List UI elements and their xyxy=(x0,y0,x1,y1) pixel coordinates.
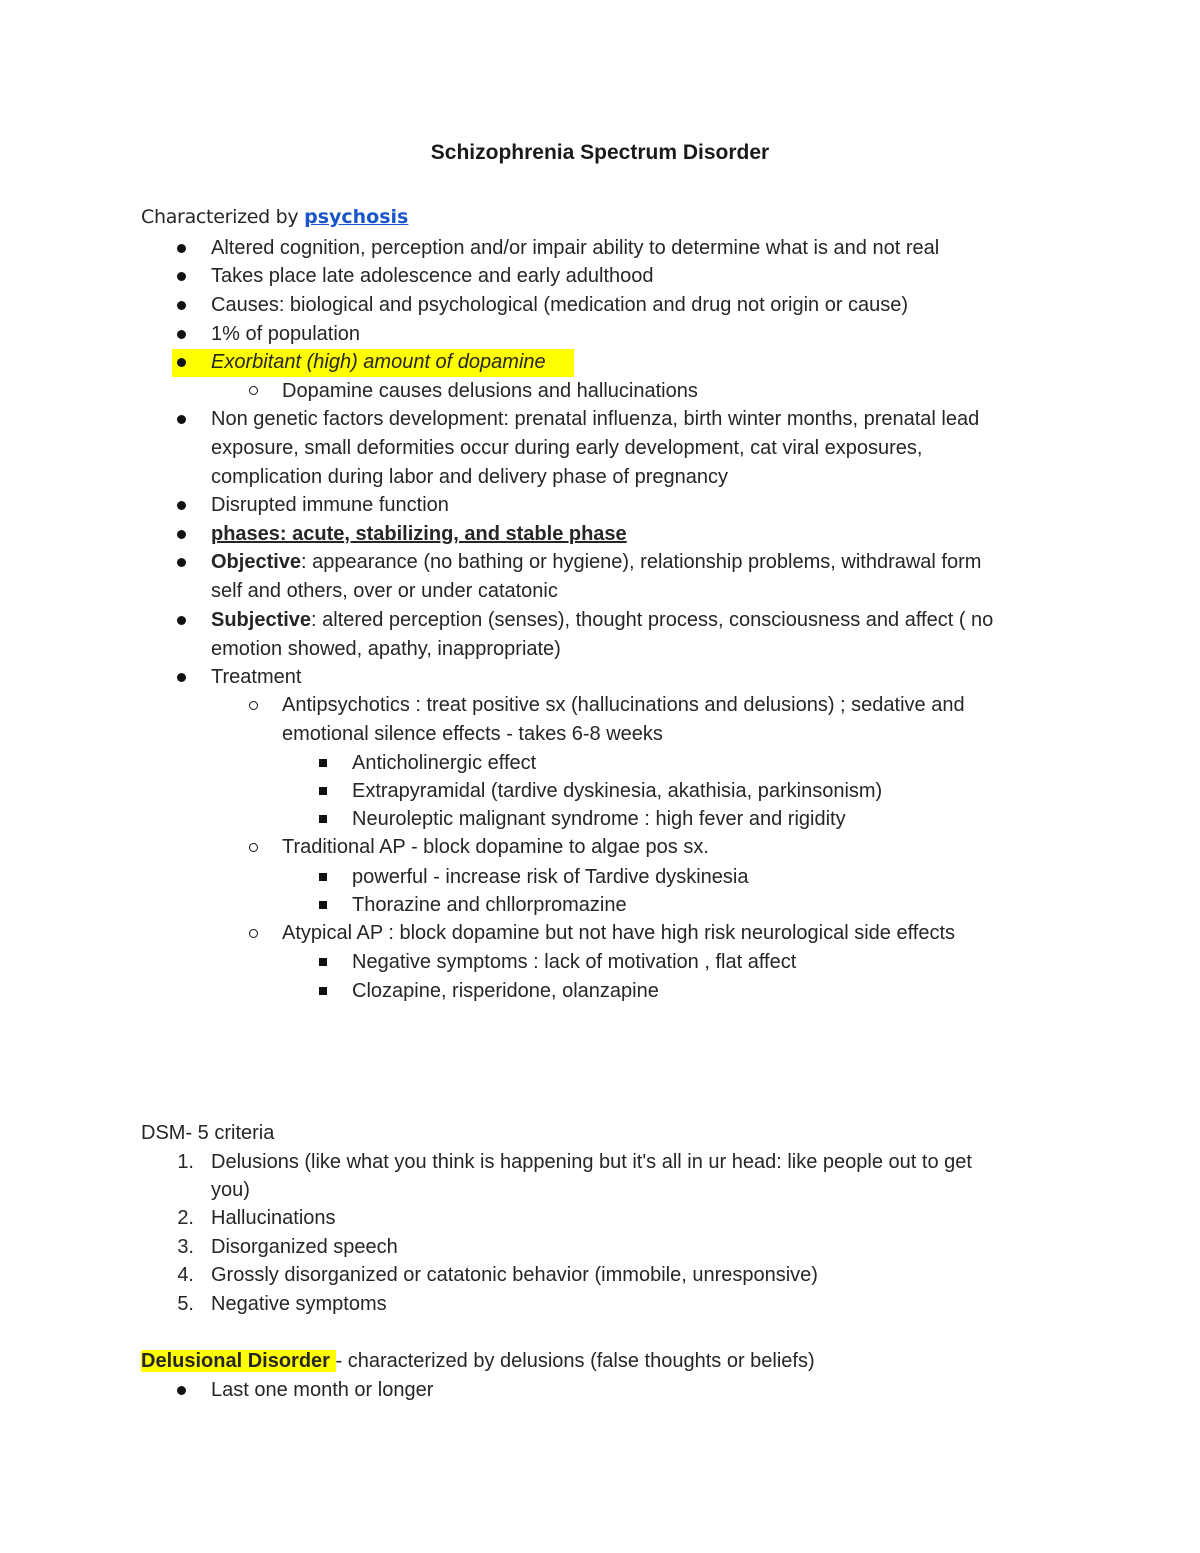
delusional-term: Delusional Disorder xyxy=(141,1350,336,1372)
bullet-icon xyxy=(177,330,186,339)
list-item: Thorazine and chllorpromazine xyxy=(352,894,627,916)
list-item-phases: phases: acute, stabilizing, and stable phase xyxy=(211,523,627,545)
numbered-item: Negative symptoms xyxy=(211,1293,387,1315)
square-bullet-icon xyxy=(319,815,327,823)
list-item: Causes: biological and psychological (medication and drug not origin or cause) xyxy=(211,294,909,316)
list-item: Non genetic factors development: prenatal influenza, birth winter months, prenatal lead xyxy=(211,408,980,430)
bullet-icon xyxy=(177,272,186,281)
numbered-item: Disorganized speech xyxy=(211,1236,398,1258)
square-bullet-icon xyxy=(319,958,327,966)
list-item: Clozapine, risperidone, olanzapine xyxy=(352,980,659,1002)
list-item-objective xyxy=(211,548,981,576)
numbered-item-continued: you) xyxy=(211,1179,250,1201)
list-item: Dopamine causes delusions and hallucinations xyxy=(282,380,698,402)
list-item: powerful - increase risk of Tardive dyskinesia xyxy=(352,866,749,888)
page-title: Schizophrenia Spectrum Disorder xyxy=(430,141,770,164)
bullet-icon xyxy=(177,673,186,682)
bullet-icon xyxy=(177,616,186,625)
intro-prefix: Characterized by xyxy=(141,206,305,228)
subjective-text: : altered perception (senses), thought process, consciousness and affect ( no xyxy=(311,609,994,631)
list-number: 5. xyxy=(177,1293,194,1315)
list-item: Takes place late adolescence and early adulthood xyxy=(211,265,654,287)
square-bullet-icon xyxy=(319,873,327,881)
list-item-continued: emotional silence effects - takes 6-8 weeks xyxy=(282,723,663,745)
list-item: Neuroleptic malignant syndrome : high fever and rigidity xyxy=(352,808,846,830)
bullet-icon xyxy=(177,244,186,253)
bullet-icon xyxy=(177,301,186,310)
list-item: Extrapyramidal (tardive dyskinesia, akathisia, parkinsonism) xyxy=(352,780,883,802)
bullet-icon xyxy=(177,501,186,510)
bullet-icon xyxy=(177,530,186,539)
objective-label: Objective xyxy=(211,551,302,573)
list-item-subjective xyxy=(211,606,993,634)
list-number: 2. xyxy=(177,1207,194,1229)
square-bullet-icon xyxy=(319,987,327,995)
list-item: Negative symptoms : lack of motivation , flat affect xyxy=(352,951,797,973)
circle-bullet-icon xyxy=(249,929,258,938)
list-item-continued: exposure, small deformities occur during early development, cat viral exposures, xyxy=(211,437,923,459)
delusional-heading xyxy=(141,1347,815,1375)
psychosis-link[interactable]: psychosis xyxy=(304,206,409,228)
subjective-label: Subjective xyxy=(211,609,312,631)
list-item-treatment: Treatment xyxy=(211,666,302,688)
list-item: Disrupted immune function xyxy=(211,494,449,516)
list-item-continued: self and others, over or under catatonic xyxy=(211,580,558,602)
bullet-icon xyxy=(177,358,186,367)
list-item: Antipsychotics : treat positive sx (hallucinations and delusions) ; sedative and xyxy=(282,694,965,716)
bullet-icon xyxy=(177,1386,186,1395)
list-item: Traditional AP - block dopamine to algae pos sx. xyxy=(282,836,709,858)
square-bullet-icon xyxy=(319,787,327,795)
numbered-item: Delusions (like what you think is happening but it's all in ur head: like people out to get xyxy=(211,1151,972,1173)
circle-bullet-icon xyxy=(249,386,258,395)
list-item: 1% of population xyxy=(211,323,361,345)
square-bullet-icon xyxy=(319,759,327,767)
list-item-continued: complication during labor and delivery phase of pregnancy xyxy=(211,466,728,488)
list-item: Atypical AP : block dopamine but not have high risk neurological side effects xyxy=(282,922,955,944)
square-bullet-icon xyxy=(319,901,327,909)
list-item: Altered cognition, perception and/or impair ability to determine what is and not real xyxy=(211,237,940,259)
list-number: 3. xyxy=(177,1236,194,1258)
delusional-description: - characterized by delusions (false thoughts or beliefs) xyxy=(335,1350,815,1372)
numbered-item: Hallucinations xyxy=(211,1207,336,1229)
list-item: Anticholinergic effect xyxy=(352,752,537,774)
list-number: 4. xyxy=(177,1264,194,1286)
list-number: 1. xyxy=(177,1151,194,1173)
objective-text: : appearance (no bathing or hygiene), relationship problems, withdrawal form xyxy=(301,551,982,573)
bullet-icon xyxy=(177,558,186,567)
circle-bullet-icon xyxy=(249,701,258,710)
bullet-icon xyxy=(177,415,186,424)
intro-line xyxy=(141,203,408,231)
list-item-continued: emotion showed, apathy, inappropriate) xyxy=(211,638,561,660)
circle-bullet-icon xyxy=(249,843,258,852)
numbered-item: Grossly disorganized or catatonic behavior (immobile, unresponsive) xyxy=(211,1264,818,1286)
list-item: Last one month or longer xyxy=(211,1379,434,1401)
dsm-heading: DSM- 5 criteria xyxy=(141,1122,275,1144)
list-item-highlighted: Exorbitant (high) amount of dopamine xyxy=(211,351,546,373)
